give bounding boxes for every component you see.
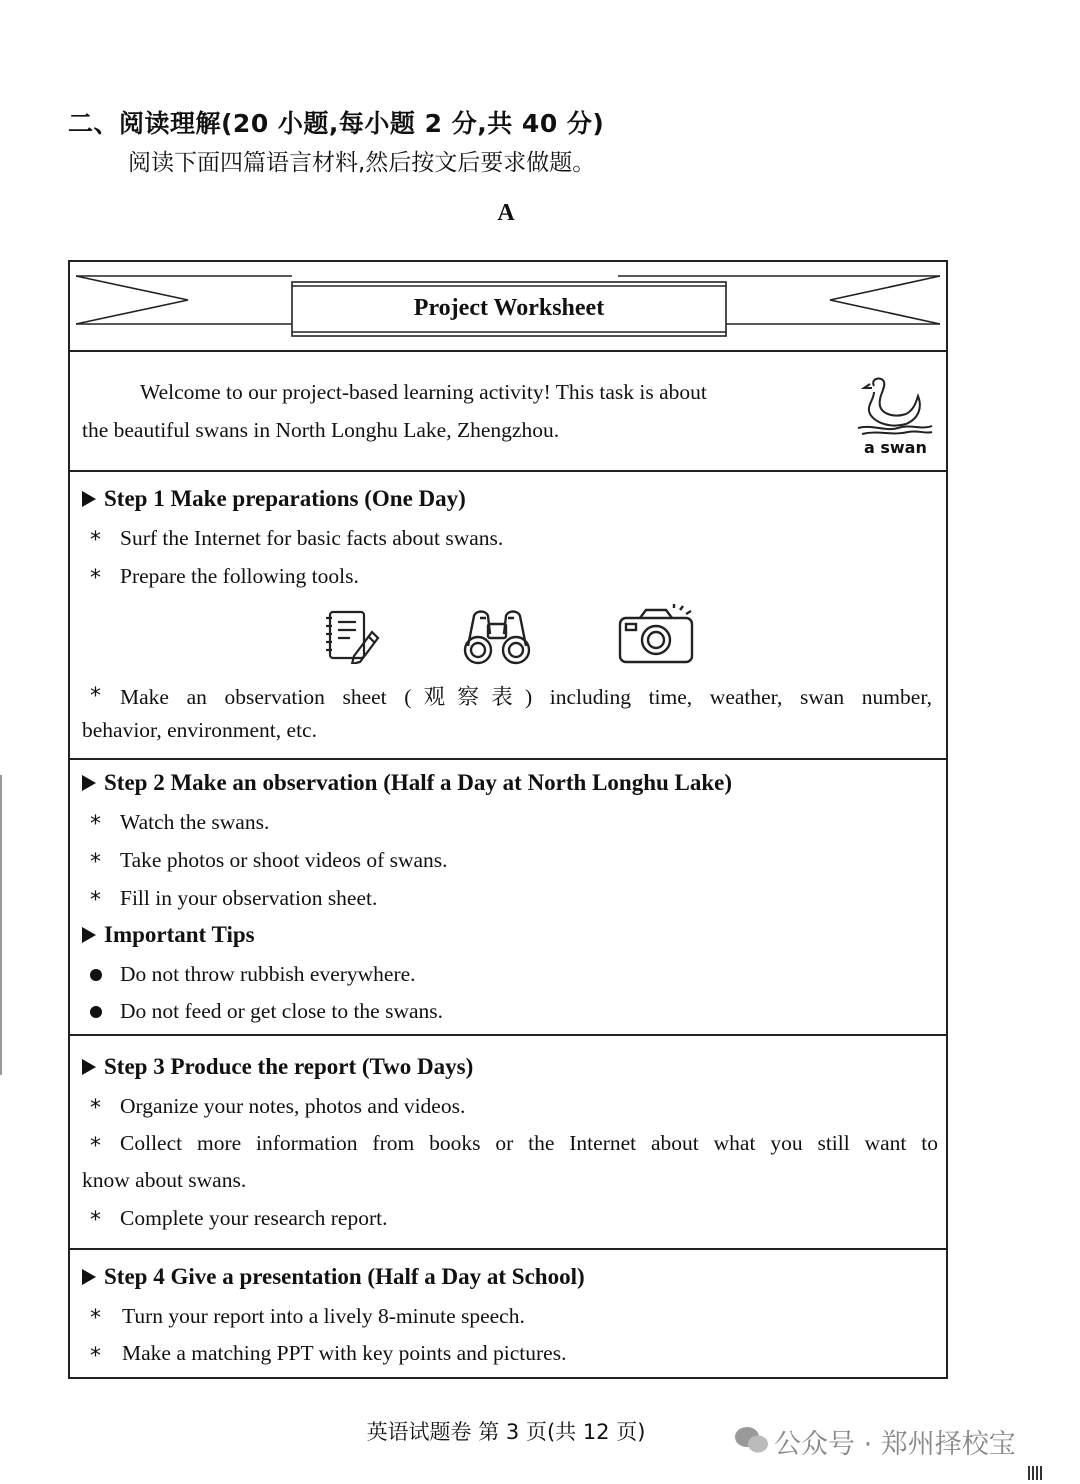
tips-heading-text: Important Tips (104, 922, 255, 947)
qr-code-icon (1028, 1466, 1042, 1480)
page-footer: 英语试题卷 第 3 页(共 12 页) (366, 1420, 646, 1444)
star-bullet: * (90, 1096, 101, 1121)
swan-icon (852, 372, 936, 438)
intro-line-2: the beautiful swans in North Longhu Lake, Zhengzhou. (82, 418, 560, 442)
step1-item-1: Surf the Internet for basic facts about swans. (120, 526, 504, 550)
divider (70, 470, 946, 472)
step4-heading-text: Step 4 Give a presentation (Half a Day at School) (104, 1264, 585, 1289)
step1-item-3-line-2: behavior, environment, etc. (82, 718, 317, 742)
tips-heading (82, 922, 255, 948)
star-bullet: * (90, 1306, 101, 1331)
camera-icon (616, 604, 698, 666)
arrow-icon (82, 491, 96, 507)
step3-heading (82, 1054, 473, 1080)
project-worksheet (68, 260, 948, 1379)
star-bullet: * (90, 812, 101, 837)
passage-label: A (497, 200, 515, 226)
divider (70, 758, 946, 760)
scan-edge-mark (0, 775, 2, 1075)
step1-item-2: Prepare the following tools. (120, 564, 359, 588)
divider (70, 350, 946, 352)
divider (70, 1034, 946, 1036)
star-bullet: * (90, 684, 101, 709)
worksheet-title: Project Worksheet (413, 295, 605, 321)
divider (70, 1248, 946, 1250)
arrow-icon (82, 927, 96, 943)
intro-line-1: Welcome to our project-based learning activity! This task is about (140, 380, 707, 404)
watermark: 公众号 · 郑州择校宝 (774, 1429, 1016, 1460)
step1-heading (82, 486, 466, 512)
step2-heading-text: Step 2 Make an observation (Half a Day at North Longhu Lake) (104, 770, 733, 795)
bullet-dot (90, 1006, 102, 1018)
step2-item-2: Take photos or shoot videos of swans. (120, 848, 448, 872)
step4-heading (82, 1264, 585, 1290)
star-bullet: * (90, 1344, 101, 1369)
step1-heading-text: Step 1 Make preparations (One Day) (104, 486, 466, 511)
tip-1: Do not throw rubbish everywhere. (120, 962, 416, 986)
tip-2: Do not feed or get close to the swans. (120, 999, 444, 1023)
step2-heading (82, 770, 732, 796)
step4-item-2: Make a matching PPT with key points and pictures. (122, 1341, 567, 1365)
section-title: 二、阅读理解(20 小题,每小题 2 分,共 40 分) (68, 109, 605, 138)
step3-item-2-line-1: Collect more information from books or the Internet about what you still want to (120, 1131, 938, 1155)
step2-item-3: Fill in your observation sheet. (120, 886, 378, 910)
section-instruction: 阅读下面四篇语言材料,然后按文后要求做题。 (128, 150, 596, 176)
step2-item-1: Watch the swans. (120, 810, 270, 834)
bullet-dot (90, 969, 102, 981)
step3-item-1: Organize your notes, photos and videos. (120, 1094, 466, 1118)
notebook-icon (324, 608, 384, 664)
wechat-icon (734, 1425, 770, 1455)
swan-caption: a swan (864, 438, 927, 457)
arrow-icon (82, 1269, 96, 1285)
arrow-icon (82, 775, 96, 791)
star-bullet: * (90, 888, 101, 913)
star-bullet: * (90, 1208, 101, 1233)
step3-heading-text: Step 3 Produce the report (Two Days) (104, 1054, 474, 1079)
step4-item-1: Turn your report into a lively 8-minute speech. (122, 1304, 525, 1328)
star-bullet: * (90, 850, 101, 875)
binoculars-icon (460, 606, 534, 666)
step3-item-2-line-2: know about swans. (82, 1168, 247, 1192)
star-bullet: * (90, 566, 101, 591)
step3-item-3: Complete your research report. (120, 1206, 388, 1230)
step1-item-3-line-1: Make an observation sheet (观察表) including time, weather, swan number, (120, 685, 932, 709)
star-bullet: * (90, 1134, 101, 1159)
star-bullet: * (90, 528, 101, 553)
arrow-icon (82, 1059, 96, 1075)
